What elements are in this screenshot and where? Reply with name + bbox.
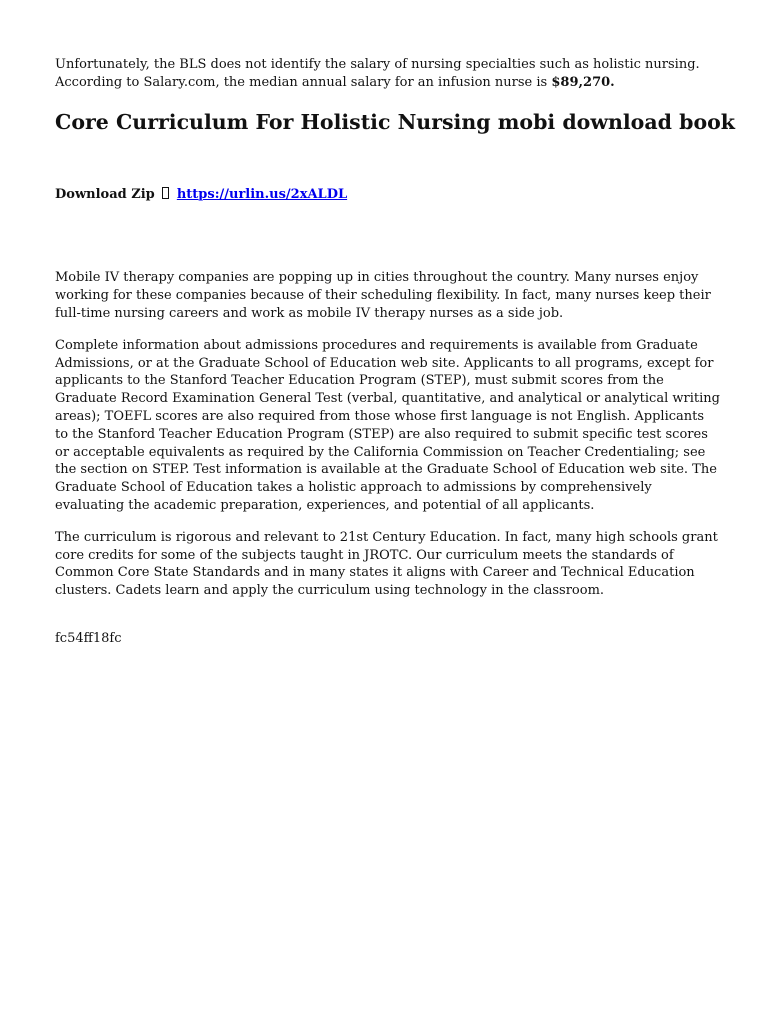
download-link[interactable]: https://urlin.us/2xALDL [176,186,348,202]
hash-code: fc54ff18fc [55,630,122,646]
download-label: Download Zip [55,186,155,202]
page-title: Core Curriculum For Holistic Nursing mobi download book [55,109,735,134]
salary-value: $89,270. [551,74,615,90]
document-page [55,56,735,648]
paragraph-mobile-iv: Mobile IV therapy companies are popping up in cities throughout the country. Many nurses enjoy working for these companies because of their scheduling flexibility. In fact, many nurses keep their full-time nursing careers and work as mobile IV therapy nurses as a side job. [55,270,711,321]
missing-glyph-icon [162,187,169,199]
intro-text: Unfortunately, the BLS does not identify the salary of nursing specialties such as holistic nursing. According to Salary.com, the median annual salary for an infusion nurse is [55,57,700,90]
download-line [55,186,720,204]
intro-paragraph [55,56,720,92]
paragraph-curriculum: The curriculum is rigorous and relevant to 21st Century Education. In fact, many high schools grant core credits for some of the subjects taught in JROTC. Our curriculum meets the standards of Common Core State Standards and in many states it aligns with Career and Technical Education clusters. Cadets learn and apply the curriculum using technology in the classroom. [55,529,718,599]
paragraph-admissions: Complete information about admissions procedures and requirements is available from Graduate Admissions, or at the Graduate School of Education web site. Applicants to all programs, except for applicants to the Stanford Teacher Education Program (STEP), must submit scores from the Graduate Record Examination General Test (verbal, quantitative, and analytical or analytical writing areas); TOEFL scores are also required from those whose first language is not English. Applicants to the Stanford Teacher Education Program (STEP) are also required to submit specific test scores or acceptable equivalents as required by the California Commission on Teacher Credentialing; see the section on STEP. Test information is available at the Graduate School of Education web site. The Graduate School of Education takes a holistic approach to admissions by comprehensively evaluating the academic preparation, experiences, and potential of all applicants. [55,337,720,513]
